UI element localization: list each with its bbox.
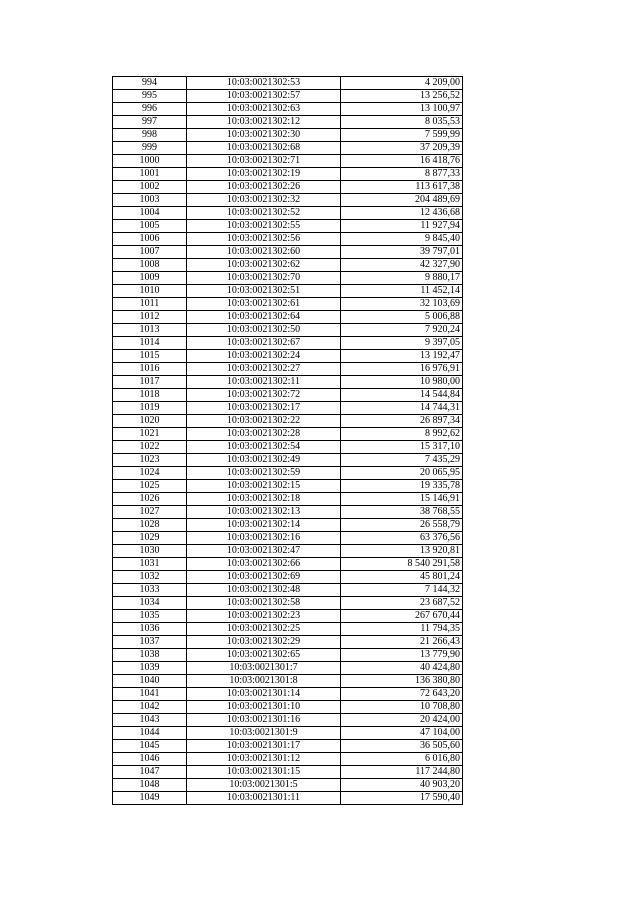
table-row [113,519,463,532]
cadastral-number-cell: 10:03:0021302:53 [187,77,341,90]
table-row [113,246,463,259]
value-cell: 40 903,20 [341,779,463,792]
row-number-cell: 1003 [113,194,187,207]
table-row [113,506,463,519]
row-number-cell: 1020 [113,415,187,428]
cadastral-number-cell: 10:03:0021302:11 [187,376,341,389]
value-cell: 7 144,32 [341,584,463,597]
table-row [113,142,463,155]
table-row [113,233,463,246]
row-number-cell: 1005 [113,220,187,233]
row-number-cell: 998 [113,129,187,142]
table-row [113,714,463,727]
value-cell: 72 643,20 [341,688,463,701]
value-cell: 16 976,91 [341,363,463,376]
table-row [113,480,463,493]
cadastral-number-cell: 10:03:0021302:47 [187,545,341,558]
cadastral-number-cell: 10:03:0021302:54 [187,441,341,454]
value-cell: 13 256,52 [341,90,463,103]
row-number-cell: 1015 [113,350,187,363]
value-cell: 10 980,00 [341,376,463,389]
value-cell: 38 768,55 [341,506,463,519]
value-cell: 117 244,80 [341,766,463,779]
row-number-cell: 1048 [113,779,187,792]
value-cell: 8 540 291,58 [341,558,463,571]
value-cell: 10 708,80 [341,701,463,714]
value-cell: 13 920,81 [341,545,463,558]
cadastral-number-cell: 10:03:0021302:16 [187,532,341,545]
table-row [113,792,463,805]
value-cell: 20 065,95 [341,467,463,480]
cadastral-number-cell: 10:03:0021301:14 [187,688,341,701]
value-cell: 17 590,40 [341,792,463,805]
value-cell: 9 397,05 [341,337,463,350]
value-cell: 7 599,99 [341,129,463,142]
row-number-cell: 1011 [113,298,187,311]
cadastral-number-cell: 10:03:0021302:26 [187,181,341,194]
value-cell: 13 779,90 [341,649,463,662]
table-row [113,753,463,766]
cadastral-number-cell: 10:03:0021301:8 [187,675,341,688]
table-row [113,441,463,454]
row-number-cell: 1018 [113,389,187,402]
cadastral-number-cell: 10:03:0021302:62 [187,259,341,272]
row-number-cell: 1001 [113,168,187,181]
row-number-cell: 1017 [113,376,187,389]
table-row [113,337,463,350]
cadastral-number-cell: 10:03:0021302:67 [187,337,341,350]
cadastral-number-cell: 10:03:0021302:57 [187,90,341,103]
cadastral-number-cell: 10:03:0021302:56 [187,233,341,246]
cadastral-number-cell: 10:03:0021302:66 [187,558,341,571]
table-row [113,194,463,207]
cadastral-number-cell: 10:03:0021302:25 [187,623,341,636]
table-row [113,532,463,545]
table-row [113,90,463,103]
row-number-cell: 999 [113,142,187,155]
value-cell: 11 927,94 [341,220,463,233]
row-number-cell: 1025 [113,480,187,493]
row-number-cell: 994 [113,77,187,90]
cadastral-number-cell: 10:03:0021302:15 [187,480,341,493]
table-row [113,376,463,389]
table-row [113,155,463,168]
value-cell: 23 687,52 [341,597,463,610]
cadastral-number-cell: 10:03:0021301:11 [187,792,341,805]
row-number-cell: 1012 [113,311,187,324]
table-row [113,220,463,233]
row-number-cell: 1038 [113,649,187,662]
value-cell: 20 424,00 [341,714,463,727]
row-number-cell: 1042 [113,701,187,714]
table-row [113,584,463,597]
value-cell: 42 327,90 [341,259,463,272]
value-cell: 47 104,00 [341,727,463,740]
value-cell: 32 103,69 [341,298,463,311]
cadastral-number-cell: 10:03:0021302:18 [187,493,341,506]
row-number-cell: 1002 [113,181,187,194]
value-cell: 11 452,14 [341,285,463,298]
table-row [113,571,463,584]
table-row [113,350,463,363]
table-row [113,402,463,415]
table-row [113,129,463,142]
row-number-cell: 1021 [113,428,187,441]
table-row [113,493,463,506]
table-row [113,597,463,610]
cadastral-number-cell: 10:03:0021302:27 [187,363,341,376]
table-row [113,285,463,298]
table-row [113,636,463,649]
value-cell: 14 544,84 [341,389,463,402]
cadastral-number-cell: 10:03:0021302:13 [187,506,341,519]
cadastral-number-cell: 10:03:0021301:7 [187,662,341,675]
table-row [113,259,463,272]
cadastral-number-cell: 10:03:0021301:17 [187,740,341,753]
value-cell: 8 877,33 [341,168,463,181]
table-row [113,207,463,220]
cadastral-number-cell: 10:03:0021301:9 [187,727,341,740]
row-number-cell: 1007 [113,246,187,259]
table-row [113,649,463,662]
value-cell: 4 209,00 [341,77,463,90]
table-row [113,389,463,402]
table-row [113,779,463,792]
row-number-cell: 1022 [113,441,187,454]
value-cell: 8 035,53 [341,116,463,129]
value-cell: 6 016,80 [341,753,463,766]
table-row [113,103,463,116]
row-number-cell: 1006 [113,233,187,246]
value-cell: 26 558,79 [341,519,463,532]
row-number-cell: 1030 [113,545,187,558]
value-cell: 7 920,24 [341,324,463,337]
row-number-cell: 1014 [113,337,187,350]
cadastral-number-cell: 10:03:0021302:51 [187,285,341,298]
cadastral-number-cell: 10:03:0021302:63 [187,103,341,116]
cadastral-number-cell: 10:03:0021301:10 [187,701,341,714]
row-number-cell: 996 [113,103,187,116]
row-number-cell: 1040 [113,675,187,688]
row-number-cell: 1010 [113,285,187,298]
row-number-cell: 1035 [113,610,187,623]
cadastral-number-cell: 10:03:0021302:64 [187,311,341,324]
value-cell: 8 992,62 [341,428,463,441]
row-number-cell: 997 [113,116,187,129]
value-cell: 13 100,97 [341,103,463,116]
cadastral-number-cell: 10:03:0021302:49 [187,454,341,467]
table-row [113,545,463,558]
row-number-cell: 1029 [113,532,187,545]
table-row [113,662,463,675]
cadastral-number-cell: 10:03:0021301:16 [187,714,341,727]
table-row [113,77,463,90]
cadastral-number-cell: 10:03:0021301:12 [187,753,341,766]
table-row [113,675,463,688]
value-cell: 12 436,68 [341,207,463,220]
row-number-cell: 1031 [113,558,187,571]
cadastral-number-cell: 10:03:0021302:19 [187,168,341,181]
row-number-cell: 1019 [113,402,187,415]
table-row [113,701,463,714]
cadastral-number-cell: 10:03:0021302:71 [187,155,341,168]
row-number-cell: 1008 [113,259,187,272]
table-row [113,766,463,779]
table-row [113,610,463,623]
row-number-cell: 1045 [113,740,187,753]
row-number-cell: 1032 [113,571,187,584]
cadastral-number-cell: 10:03:0021302:55 [187,220,341,233]
cadastral-number-cell: 10:03:0021302:52 [187,207,341,220]
cadastral-number-cell: 10:03:0021302:50 [187,324,341,337]
table-row [113,168,463,181]
value-cell: 136 380,80 [341,675,463,688]
value-cell: 63 376,56 [341,532,463,545]
row-number-cell: 1041 [113,688,187,701]
table-row [113,428,463,441]
value-cell: 40 424,80 [341,662,463,675]
value-cell: 113 617,38 [341,181,463,194]
cadastral-number-cell: 10:03:0021302:58 [187,597,341,610]
table-row [113,688,463,701]
table-row [113,623,463,636]
cadastral-number-cell: 10:03:0021302:59 [187,467,341,480]
table-row [113,324,463,337]
cadastral-number-cell: 10:03:0021302:69 [187,571,341,584]
row-number-cell: 1036 [113,623,187,636]
row-number-cell: 1000 [113,155,187,168]
table-body [113,77,463,805]
row-number-cell: 1013 [113,324,187,337]
cadastral-number-cell: 10:03:0021302:22 [187,415,341,428]
value-cell: 9 880,17 [341,272,463,285]
value-cell: 9 845,40 [341,233,463,246]
value-cell: 13 192,47 [341,350,463,363]
cadastral-number-cell: 10:03:0021302:65 [187,649,341,662]
table-row [113,181,463,194]
value-cell: 267 670,44 [341,610,463,623]
cadastral-number-cell: 10:03:0021302:30 [187,129,341,142]
row-number-cell: 1016 [113,363,187,376]
value-cell: 11 794,35 [341,623,463,636]
row-number-cell: 1027 [113,506,187,519]
row-number-cell: 1024 [113,467,187,480]
cadastral-number-cell: 10:03:0021302:70 [187,272,341,285]
cadastral-number-cell: 10:03:0021302:60 [187,246,341,259]
row-number-cell: 1047 [113,766,187,779]
row-number-cell: 1044 [113,727,187,740]
cadastral-number-cell: 10:03:0021302:23 [187,610,341,623]
table-row [113,467,463,480]
value-cell: 45 801,24 [341,571,463,584]
table-row [113,558,463,571]
row-number-cell: 1043 [113,714,187,727]
row-number-cell: 1037 [113,636,187,649]
cadastral-number-cell: 10:03:0021302:29 [187,636,341,649]
cadastral-number-cell: 10:03:0021302:32 [187,194,341,207]
row-number-cell: 1004 [113,207,187,220]
value-cell: 15 146,91 [341,493,463,506]
row-number-cell: 1039 [113,662,187,675]
value-cell: 204 489,69 [341,194,463,207]
value-cell: 14 744,31 [341,402,463,415]
cadastral-value-table [112,76,463,805]
row-number-cell: 1046 [113,753,187,766]
row-number-cell: 1033 [113,584,187,597]
row-number-cell: 1028 [113,519,187,532]
table-row [113,454,463,467]
cadastral-number-cell: 10:03:0021302:48 [187,584,341,597]
cadastral-number-cell: 10:03:0021302:72 [187,389,341,402]
row-number-cell: 1023 [113,454,187,467]
table-row [113,727,463,740]
value-cell: 16 418,76 [341,155,463,168]
cadastral-number-cell: 10:03:0021302:61 [187,298,341,311]
cadastral-number-cell: 10:03:0021302:17 [187,402,341,415]
table-row [113,298,463,311]
cadastral-number-cell: 10:03:0021301:15 [187,766,341,779]
table-row [113,311,463,324]
value-cell: 36 505,60 [341,740,463,753]
table-row [113,272,463,285]
cadastral-number-cell: 10:03:0021302:24 [187,350,341,363]
value-cell: 15 317,10 [341,441,463,454]
value-cell: 39 797,01 [341,246,463,259]
cadastral-number-cell: 10:03:0021302:14 [187,519,341,532]
cadastral-number-cell: 10:03:0021302:28 [187,428,341,441]
row-number-cell: 1049 [113,792,187,805]
row-number-cell: 995 [113,90,187,103]
row-number-cell: 1034 [113,597,187,610]
cadastral-number-cell: 10:03:0021302:12 [187,116,341,129]
table-row [113,415,463,428]
table-row [113,363,463,376]
cadastral-number-cell: 10:03:0021301:5 [187,779,341,792]
table-row [113,740,463,753]
value-cell: 19 335,78 [341,480,463,493]
value-cell: 37 209,39 [341,142,463,155]
value-cell: 21 266,43 [341,636,463,649]
table-row [113,116,463,129]
value-cell: 5 006,88 [341,311,463,324]
value-cell: 26 897,34 [341,415,463,428]
row-number-cell: 1026 [113,493,187,506]
value-cell: 7 435,29 [341,454,463,467]
row-number-cell: 1009 [113,272,187,285]
cadastral-number-cell: 10:03:0021302:68 [187,142,341,155]
